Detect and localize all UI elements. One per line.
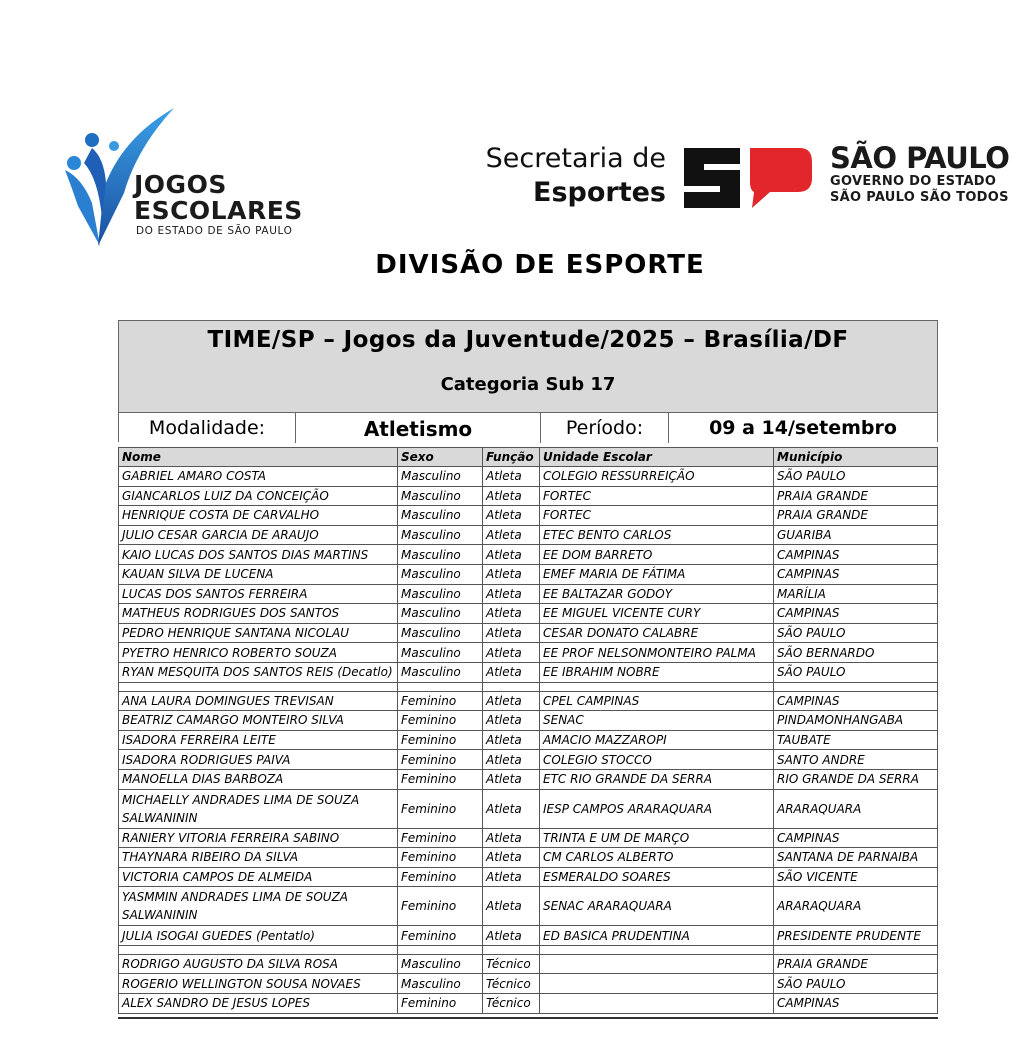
cell-sexo: Feminino <box>398 691 483 711</box>
spacer-cell <box>119 945 398 954</box>
cell-unidade-escolar: ETC RIO GRANDE DA SERRA <box>540 769 774 789</box>
cell-unidade-escolar: FORTEC <box>540 506 774 526</box>
cell-municipio: CAMPINAS <box>774 994 938 1014</box>
team-title: TIME/SP – Jogos da Juventude/2025 – Brasília/DF <box>207 327 849 353</box>
table-row <box>119 954 938 974</box>
cell-unidade-escolar: EE DOM BARRETO <box>540 545 774 565</box>
table-row <box>119 867 938 887</box>
cell-sexo: Feminino <box>398 750 483 770</box>
cell-funcao: Técnico <box>483 954 540 974</box>
cell-nome: ALEX SANDRO DE JESUS LOPES <box>119 994 398 1014</box>
cell-municipio: PRAIA GRANDE <box>774 486 938 506</box>
modalidade-value: Atletismo <box>296 413 541 443</box>
cell-nome: KAIO LUCAS DOS SANTOS DIAS MARTINS <box>119 545 398 565</box>
table-row <box>119 828 938 848</box>
cell-nome: RODRIGO AUGUSTO DA SILVA ROSA <box>119 954 398 974</box>
cell-sexo: Feminino <box>398 730 483 750</box>
cell-municipio: ARARAQUARA <box>774 789 938 828</box>
cell-unidade-escolar <box>540 954 774 974</box>
cell-funcao: Atleta <box>483 730 540 750</box>
spacer-cell <box>483 945 540 954</box>
spacer-cell <box>398 945 483 954</box>
jogos-logo-line1: JOGOS <box>134 170 227 199</box>
table-row <box>119 643 938 663</box>
cell-nome: GIANCARLOS LUIZ DA CONCEIÇÃO <box>119 486 398 506</box>
cell-unidade-escolar <box>540 974 774 994</box>
cell-nome: JULIA ISOGAI GUEDES (Pentatlo) <box>119 926 398 946</box>
cell-nome: LUCAS DOS SANTOS FERREIRA <box>119 584 398 604</box>
jogos-logo-line3: DO ESTADO DE SÃO PAULO <box>136 225 293 237</box>
cell-unidade-escolar: CESAR DONATO CALABRE <box>540 623 774 643</box>
cell-municipio: SÃO PAULO <box>774 467 938 487</box>
cell-funcao: Técnico <box>483 974 540 994</box>
periodo-label: Período: <box>541 413 669 443</box>
cell-sexo: Masculino <box>398 662 483 682</box>
cell-municipio: SANTANA DE PARNAIBA <box>774 848 938 868</box>
cell-sexo: Masculino <box>398 584 483 604</box>
cell-sexo: Feminino <box>398 769 483 789</box>
cell-sexo: Feminino <box>398 848 483 868</box>
cell-sexo: Masculino <box>398 564 483 584</box>
cell-sexo: Feminino <box>398 887 483 926</box>
cell-unidade-escolar: IESP CAMPOS ARARAQUARA <box>540 789 774 828</box>
cell-nome: YASMMIN ANDRADES LIMA DE SOUZA SALWANININ <box>119 887 398 926</box>
cell-nome: ANA LAURA DOMINGUES TREVISAN <box>119 691 398 711</box>
table-row <box>119 486 938 506</box>
cell-sexo: Masculino <box>398 525 483 545</box>
table-row <box>119 994 938 1014</box>
table-row <box>119 848 938 868</box>
cell-funcao: Atleta <box>483 828 540 848</box>
cell-municipio: PRESIDENTE PRUDENTE <box>774 926 938 946</box>
cell-sexo: Feminino <box>398 926 483 946</box>
cell-sexo: Masculino <box>398 486 483 506</box>
table-row <box>119 604 938 624</box>
cell-sexo: Masculino <box>398 545 483 565</box>
cell-sexo: Masculino <box>398 954 483 974</box>
cell-nome: RYAN MESQUITA DOS SANTOS REIS (Decatlo) <box>119 662 398 682</box>
cell-nome: PYETRO HENRICO ROBERTO SOUZA <box>119 643 398 663</box>
column-header-municipio: Município <box>774 448 938 467</box>
cell-municipio: CAMPINAS <box>774 828 938 848</box>
table-header-row <box>119 448 938 467</box>
team-info-row <box>119 412 937 443</box>
spacer-cell <box>774 945 938 954</box>
table-row <box>119 506 938 526</box>
cell-funcao: Atleta <box>483 867 540 887</box>
sao-paulo-governo-logo <box>830 142 1009 206</box>
cell-sexo: Masculino <box>398 974 483 994</box>
cell-unidade-escolar: EE MIGUEL VICENTE CURY <box>540 604 774 624</box>
cell-municipio: CAMPINAS <box>774 564 938 584</box>
table-row <box>119 564 938 584</box>
spacer-cell <box>774 682 938 691</box>
cell-municipio: SÃO PAULO <box>774 974 938 994</box>
cell-municipio: SÃO PAULO <box>774 623 938 643</box>
jogos-escolares-logo <box>62 108 332 248</box>
table-row <box>119 525 938 545</box>
cell-municipio: TAUBATE <box>774 730 938 750</box>
governo-line2: GOVERNO DO ESTADO <box>830 174 997 189</box>
cell-municipio: PRAIA GRANDE <box>774 954 938 974</box>
table-bottom-rule <box>118 1017 938 1019</box>
secretaria-esportes-logo <box>472 142 666 210</box>
cell-sexo: Masculino <box>398 643 483 663</box>
cell-municipio: PRAIA GRANDE <box>774 506 938 526</box>
cell-sexo: Masculino <box>398 506 483 526</box>
cell-municipio: SANTO ANDRE <box>774 750 938 770</box>
modalidade-label: Modalidade: <box>119 413 296 443</box>
cell-sexo: Feminino <box>398 711 483 731</box>
cell-sexo: Masculino <box>398 604 483 624</box>
cell-funcao: Atleta <box>483 662 540 682</box>
spacer-cell <box>540 945 774 954</box>
table-row <box>119 926 938 946</box>
cell-nome: THAYNARA RIBEIRO DA SILVA <box>119 848 398 868</box>
periodo-value: 09 a 14/setembro <box>709 417 897 439</box>
cell-funcao: Atleta <box>483 848 540 868</box>
cell-nome: ROGERIO WELLINGTON SOUSA NOVAES <box>119 974 398 994</box>
cell-municipio: CAMPINAS <box>774 604 938 624</box>
team-header <box>118 320 938 442</box>
cell-sexo: Feminino <box>398 828 483 848</box>
cell-sexo: Feminino <box>398 994 483 1014</box>
cell-sexo: Feminino <box>398 867 483 887</box>
cell-funcao: Atleta <box>483 887 540 926</box>
cell-nome: MICHAELLY ANDRADES LIMA DE SOUZA SALWANININ <box>119 789 398 828</box>
cell-nome: VICTORIA CAMPOS DE ALMEIDA <box>119 867 398 887</box>
cell-municipio: SÃO PAULO <box>774 662 938 682</box>
cell-nome: KAUAN SILVA DE LUCENA <box>119 564 398 584</box>
cell-funcao: Atleta <box>483 691 540 711</box>
table-row <box>119 623 938 643</box>
cell-nome: GABRIEL AMARO COSTA <box>119 467 398 487</box>
cell-unidade-escolar: ETEC BENTO CARLOS <box>540 525 774 545</box>
team-category: Categoria Sub 17 <box>440 374 616 395</box>
table-row <box>119 467 938 487</box>
cell-municipio: GUARIBA <box>774 525 938 545</box>
cell-funcao: Atleta <box>483 604 540 624</box>
table-row <box>119 887 938 926</box>
cell-nome: JULIO CESAR GARCIA DE ARAUJO <box>119 525 398 545</box>
table-row <box>119 584 938 604</box>
cell-sexo: Masculino <box>398 467 483 487</box>
column-header-unidade-escolar: Unidade Escolar <box>540 448 774 467</box>
cell-sexo: Feminino <box>398 789 483 828</box>
cell-funcao: Atleta <box>483 564 540 584</box>
cell-funcao: Atleta <box>483 506 540 526</box>
cell-unidade-escolar: AMACIO MAZZAROPI <box>540 730 774 750</box>
cell-unidade-escolar: CPEL CAMPINAS <box>540 691 774 711</box>
sp-government-mark-icon <box>682 146 814 210</box>
table-row <box>119 974 938 994</box>
column-header-funcao: Função <box>483 448 540 467</box>
spacer-cell <box>398 682 483 691</box>
table-row <box>119 789 938 828</box>
cell-funcao: Atleta <box>483 769 540 789</box>
spacer-row <box>119 682 938 691</box>
cell-nome: ISADORA RODRIGUES PAIVA <box>119 750 398 770</box>
cell-nome: RANIERY VITORIA FERREIRA SABINO <box>119 828 398 848</box>
cell-unidade-escolar: EE BALTAZAR GODOY <box>540 584 774 604</box>
cell-municipio: CAMPINAS <box>774 545 938 565</box>
cell-municipio: RIO GRANDE DA SERRA <box>774 769 938 789</box>
cell-municipio: MARÍLIA <box>774 584 938 604</box>
cell-unidade-escolar: ESMERALDO SOARES <box>540 867 774 887</box>
cell-sexo: Masculino <box>398 623 483 643</box>
cell-municipio: ARARAQUARA <box>774 887 938 926</box>
cell-unidade-escolar: EMEF MARIA DE FÁTIMA <box>540 564 774 584</box>
table-row <box>119 662 938 682</box>
spacer-row <box>119 945 938 954</box>
cell-nome: BEATRIZ CAMARGO MONTEIRO SILVA <box>119 711 398 731</box>
cell-unidade-escolar: ED BASICA PRUDENTINA <box>540 926 774 946</box>
cell-nome: MATHEUS RODRIGUES DOS SANTOS <box>119 604 398 624</box>
cell-funcao: Atleta <box>483 926 540 946</box>
cell-funcao: Atleta <box>483 525 540 545</box>
cell-funcao: Atleta <box>483 711 540 731</box>
cell-unidade-escolar: TRINTA E UM DE MARÇO <box>540 828 774 848</box>
table-row <box>119 691 938 711</box>
spacer-cell <box>119 682 398 691</box>
page-title: DIVISÃO DE ESPORTE <box>375 250 705 280</box>
cell-unidade-escolar: COLEGIO RESSURREIÇÃO <box>540 467 774 487</box>
cell-unidade-escolar: FORTEC <box>540 486 774 506</box>
cell-unidade-escolar: SENAC ARARAQUARA <box>540 887 774 926</box>
roster-table <box>118 447 938 1014</box>
spacer-cell <box>483 682 540 691</box>
cell-nome: ISADORA FERREIRA LEITE <box>119 730 398 750</box>
column-header-sexo: Sexo <box>398 448 483 467</box>
cell-unidade-escolar: COLEGIO STOCCO <box>540 750 774 770</box>
table-row <box>119 711 938 731</box>
cell-funcao: Atleta <box>483 750 540 770</box>
cell-funcao: Atleta <box>483 623 540 643</box>
table-row <box>119 750 938 770</box>
governo-line3: SÃO PAULO SÃO TODOS <box>830 190 1009 205</box>
cell-funcao: Técnico <box>483 994 540 1014</box>
cell-municipio: SÃO VICENTE <box>774 867 938 887</box>
column-header-nome: Nome <box>119 448 398 467</box>
cell-municipio: CAMPINAS <box>774 691 938 711</box>
cell-nome: HENRIQUE COSTA DE CARVALHO <box>119 506 398 526</box>
table-row <box>119 730 938 750</box>
cell-unidade-escolar: SENAC <box>540 711 774 731</box>
cell-unidade-escolar: EE PROF NELSONMONTEIRO PALMA <box>540 643 774 663</box>
jogos-logo-line2: ESCOLARES <box>134 196 303 225</box>
cell-nome: PEDRO HENRIQUE SANTANA NICOLAU <box>119 623 398 643</box>
cell-unidade-escolar: CM CARLOS ALBERTO <box>540 848 774 868</box>
cell-municipio: PINDAMONHANGABA <box>774 711 938 731</box>
cell-unidade-escolar: EE IBRAHIM NOBRE <box>540 662 774 682</box>
cell-funcao: Atleta <box>483 545 540 565</box>
spacer-cell <box>540 682 774 691</box>
table-row <box>119 545 938 565</box>
cell-unidade-escolar <box>540 994 774 1014</box>
secretaria-line1: Secretaria de <box>485 143 666 174</box>
cell-funcao: Atleta <box>483 643 540 663</box>
cell-municipio: SÃO BERNARDO <box>774 643 938 663</box>
table-row <box>119 769 938 789</box>
governo-line1: SÃO PAULO <box>830 141 1010 175</box>
cell-funcao: Atleta <box>483 467 540 487</box>
cell-funcao: Atleta <box>483 789 540 828</box>
secretaria-line2: Esportes <box>533 177 666 208</box>
cell-funcao: Atleta <box>483 486 540 506</box>
cell-nome: MANOELLA DIAS BARBOZA <box>119 769 398 789</box>
cell-funcao: Atleta <box>483 584 540 604</box>
